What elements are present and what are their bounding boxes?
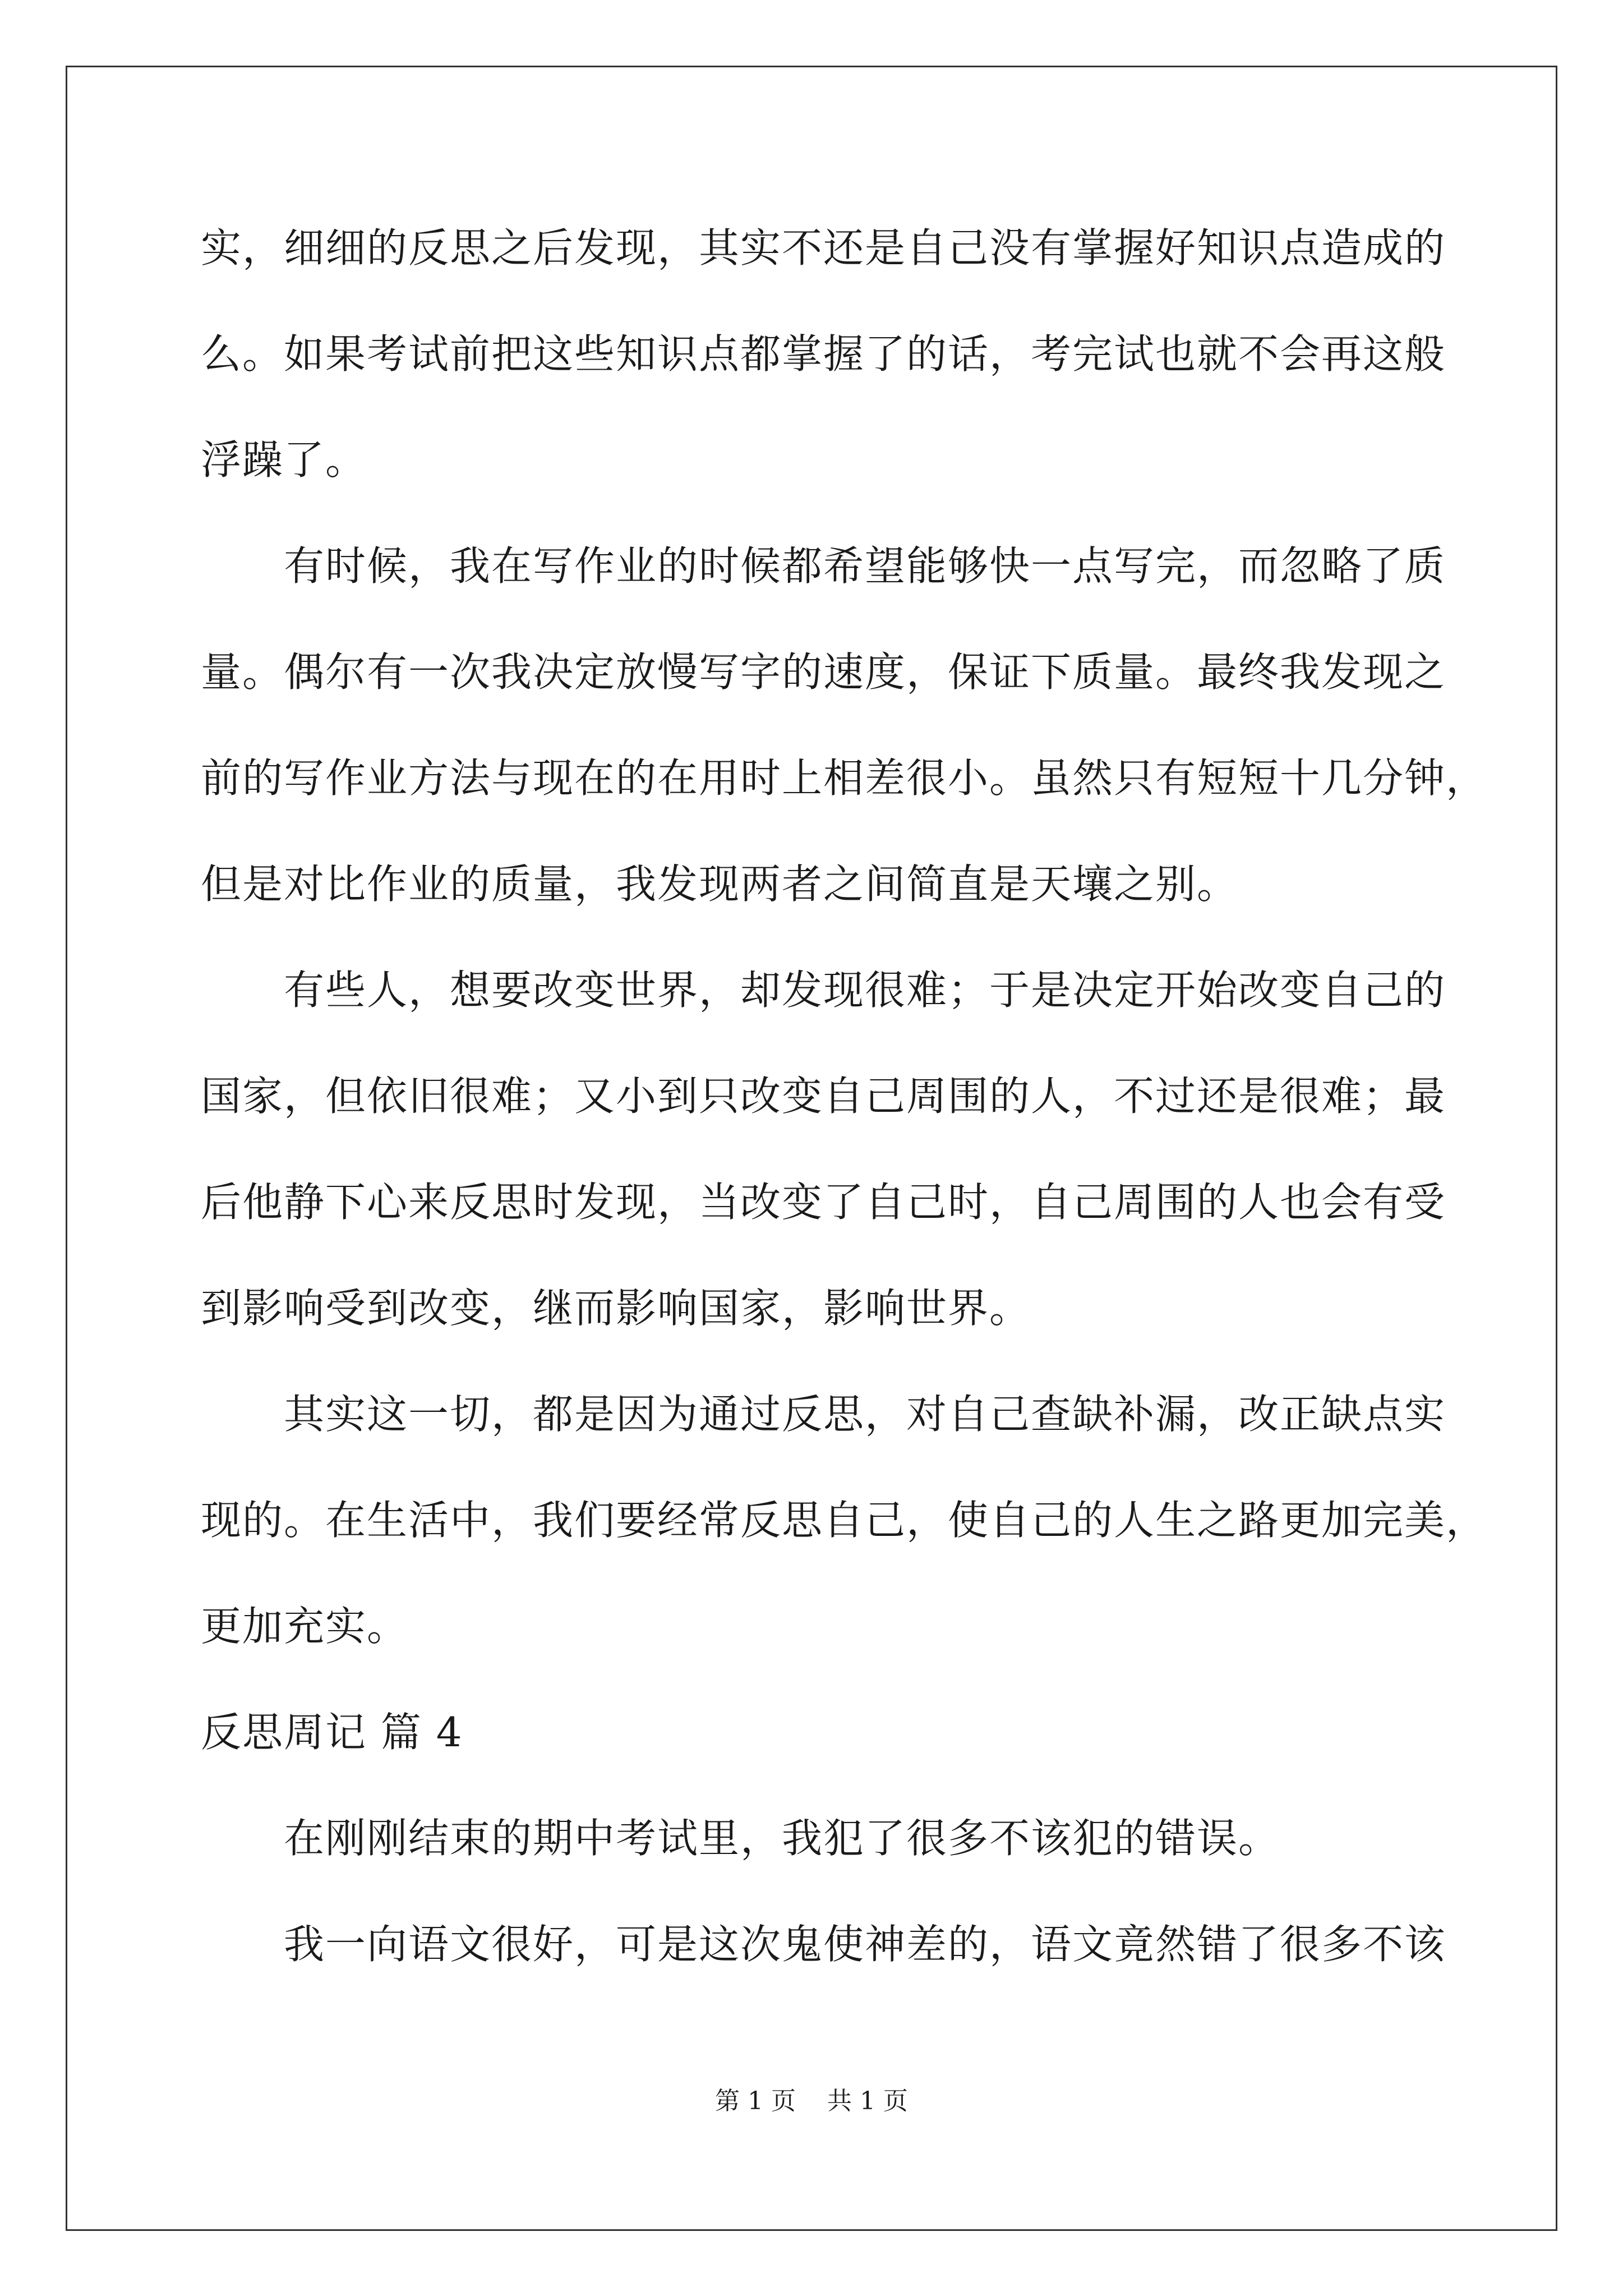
text-line-8: 有些人，想要改变世界，却发现很难；于是决定开始改变自己的 <box>284 967 1446 1014</box>
text-line-7: 但是对比作业的质量，我发现两者之间简直是天壤之别。 <box>201 861 1239 908</box>
text-line-2: 么。如果考试前把这些知识点都掌握了的话，考完试也就不会再这般 <box>201 330 1446 378</box>
text-line-14: 更加充实。 <box>201 1603 409 1650</box>
section-heading: 反思周记 篇 4 <box>201 1709 463 1756</box>
text-line-3: 浮躁了。 <box>201 436 367 484</box>
text-line-17: 我一向语文很好，可是这次鬼使神差的，语文竟然错了很多不该 <box>284 1921 1446 1968</box>
text-line-6: 前的写作业方法与现在的在用时上相差很小。虽然只有短短十几分钟， <box>201 754 1488 802</box>
text-line-4: 有时候，我在写作业的时候都希望能够快一点写完，而忽略了质 <box>284 542 1446 590</box>
page-footer: 第 1 页 共 1 页 <box>715 2087 908 2115</box>
text-line-5: 量。偶尔有一次我决定放慢写字的速度，保证下质量。最终我发现之 <box>201 648 1446 696</box>
text-line-10: 后他静下心来反思时发现，当改变了自己时，自己周围的人也会有受 <box>201 1179 1446 1226</box>
text-line-1: 实，细细的反思之后发现，其实不还是自己没有掌握好知识点造成的 <box>201 224 1446 272</box>
text-line-9: 国家，但依旧很难；又小到只改变自己周围的人，不过还是很难；最 <box>201 1073 1446 1120</box>
document-body <box>201 208 1488 2010</box>
text-line-16: 在刚刚结束的期中考试里，我犯了很多不该犯的错误。 <box>284 1815 1280 1862</box>
text-line-12: 其实这一切，都是因为通过反思，对自己查缺补漏，改正缺点实 <box>284 1391 1446 1438</box>
text-line-13: 现的。在生活中，我们要经常反思自己，使自己的人生之路更加完美， <box>201 1497 1488 1544</box>
text-line-11: 到影响受到改变，继而影响国家，影响世界。 <box>201 1285 1031 1332</box>
